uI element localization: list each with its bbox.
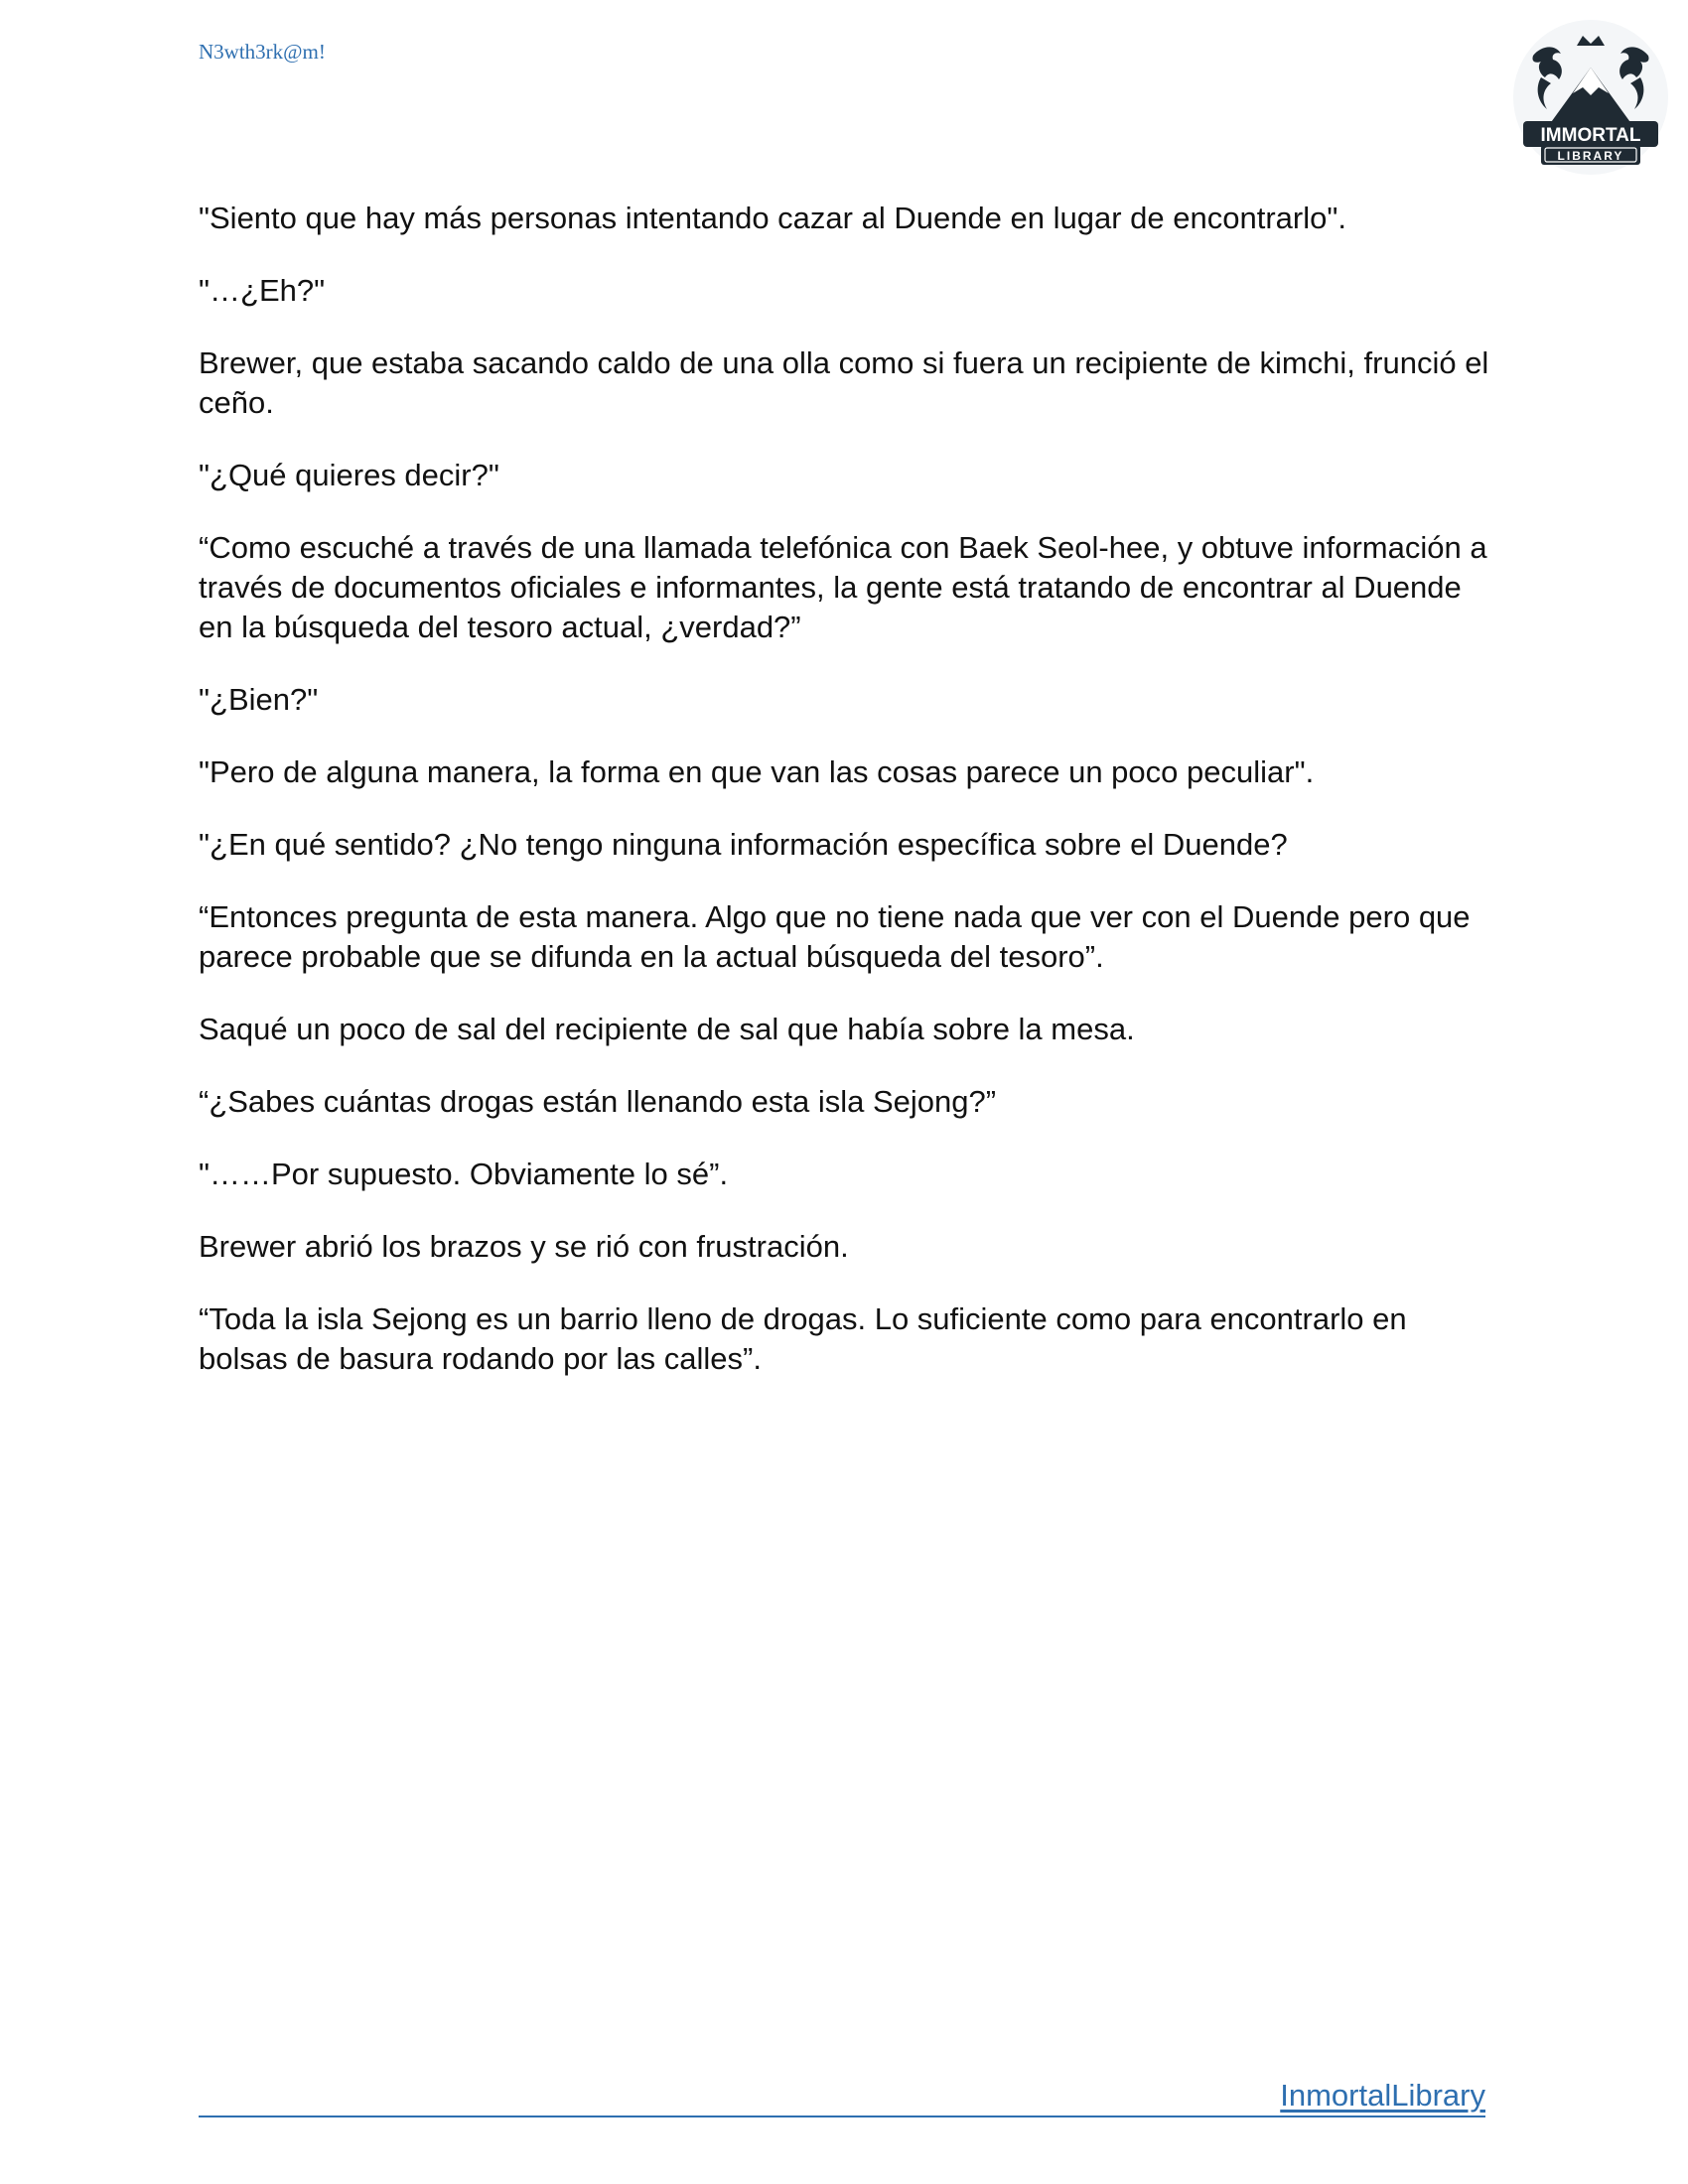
dragons-mountain-crest-icon	[1511, 16, 1670, 185]
paragraph: Brewer, que estaba sacando caldo de una olla como si fuera un recipiente de kimchi, frunció el ceño.	[199, 345, 1489, 420]
logo-title-text: IMMORTAL	[1540, 125, 1641, 146]
paragraph: "…¿Eh?"	[199, 273, 326, 308]
immortal-library-logo	[1511, 16, 1670, 185]
paragraph: "¿Qué quieres decir?"	[199, 458, 499, 492]
logo-subtitle-text: LIBRARY	[1557, 149, 1624, 163]
paragraph: Brewer abrió los brazos y se rió con frustración.	[199, 1229, 849, 1264]
paragraph: "……Por supuesto. Obviamente lo sé”.	[199, 1157, 729, 1191]
paragraph: “Como escuché a través de una llamada telefónica con Baek Seol-hee, y obtuve información a través de documentos oficiales e informantes, la gente está tratando de encontrar al Duende en la búsqueda del tesoro actual, ¿verdad?”	[199, 530, 1487, 644]
header-watermark-tag: N3wth3rk@m!	[199, 40, 326, 64]
body-text	[199, 199, 1489, 1412]
paragraph: "¿Bien?"	[199, 682, 319, 717]
paragraph: "¿En qué sentido? ¿No tengo ninguna información específica sobre el Duende?	[199, 827, 1288, 862]
footer-divider	[199, 2116, 1485, 2117]
paragraph: “Entonces pregunta de esta manera. Algo que no tiene nada que ver con el Duende pero que parece probable que se difunda en la actual búsqueda del tesoro”.	[199, 899, 1471, 974]
paragraph: Saqué un poco de sal del recipiente de sal que había sobre la mesa.	[199, 1012, 1135, 1046]
footer-inmortal-library-link[interactable]: InmortalLibrary	[1280, 2078, 1485, 2113]
paragraph: “Toda la isla Sejong es un barrio lleno de drogas. Lo suficiente como para encontrarlo en bolsas de basura rodando por las calles”.	[199, 1301, 1407, 1376]
paragraph: "Siento que hay más personas intentando cazar al Duende en lugar de encontrarlo".	[199, 201, 1346, 235]
paragraph: “¿Sabes cuántas drogas están llenando esta isla Sejong?”	[199, 1084, 997, 1119]
paragraph: "Pero de alguna manera, la forma en que van las cosas parece un poco peculiar".	[199, 754, 1315, 789]
